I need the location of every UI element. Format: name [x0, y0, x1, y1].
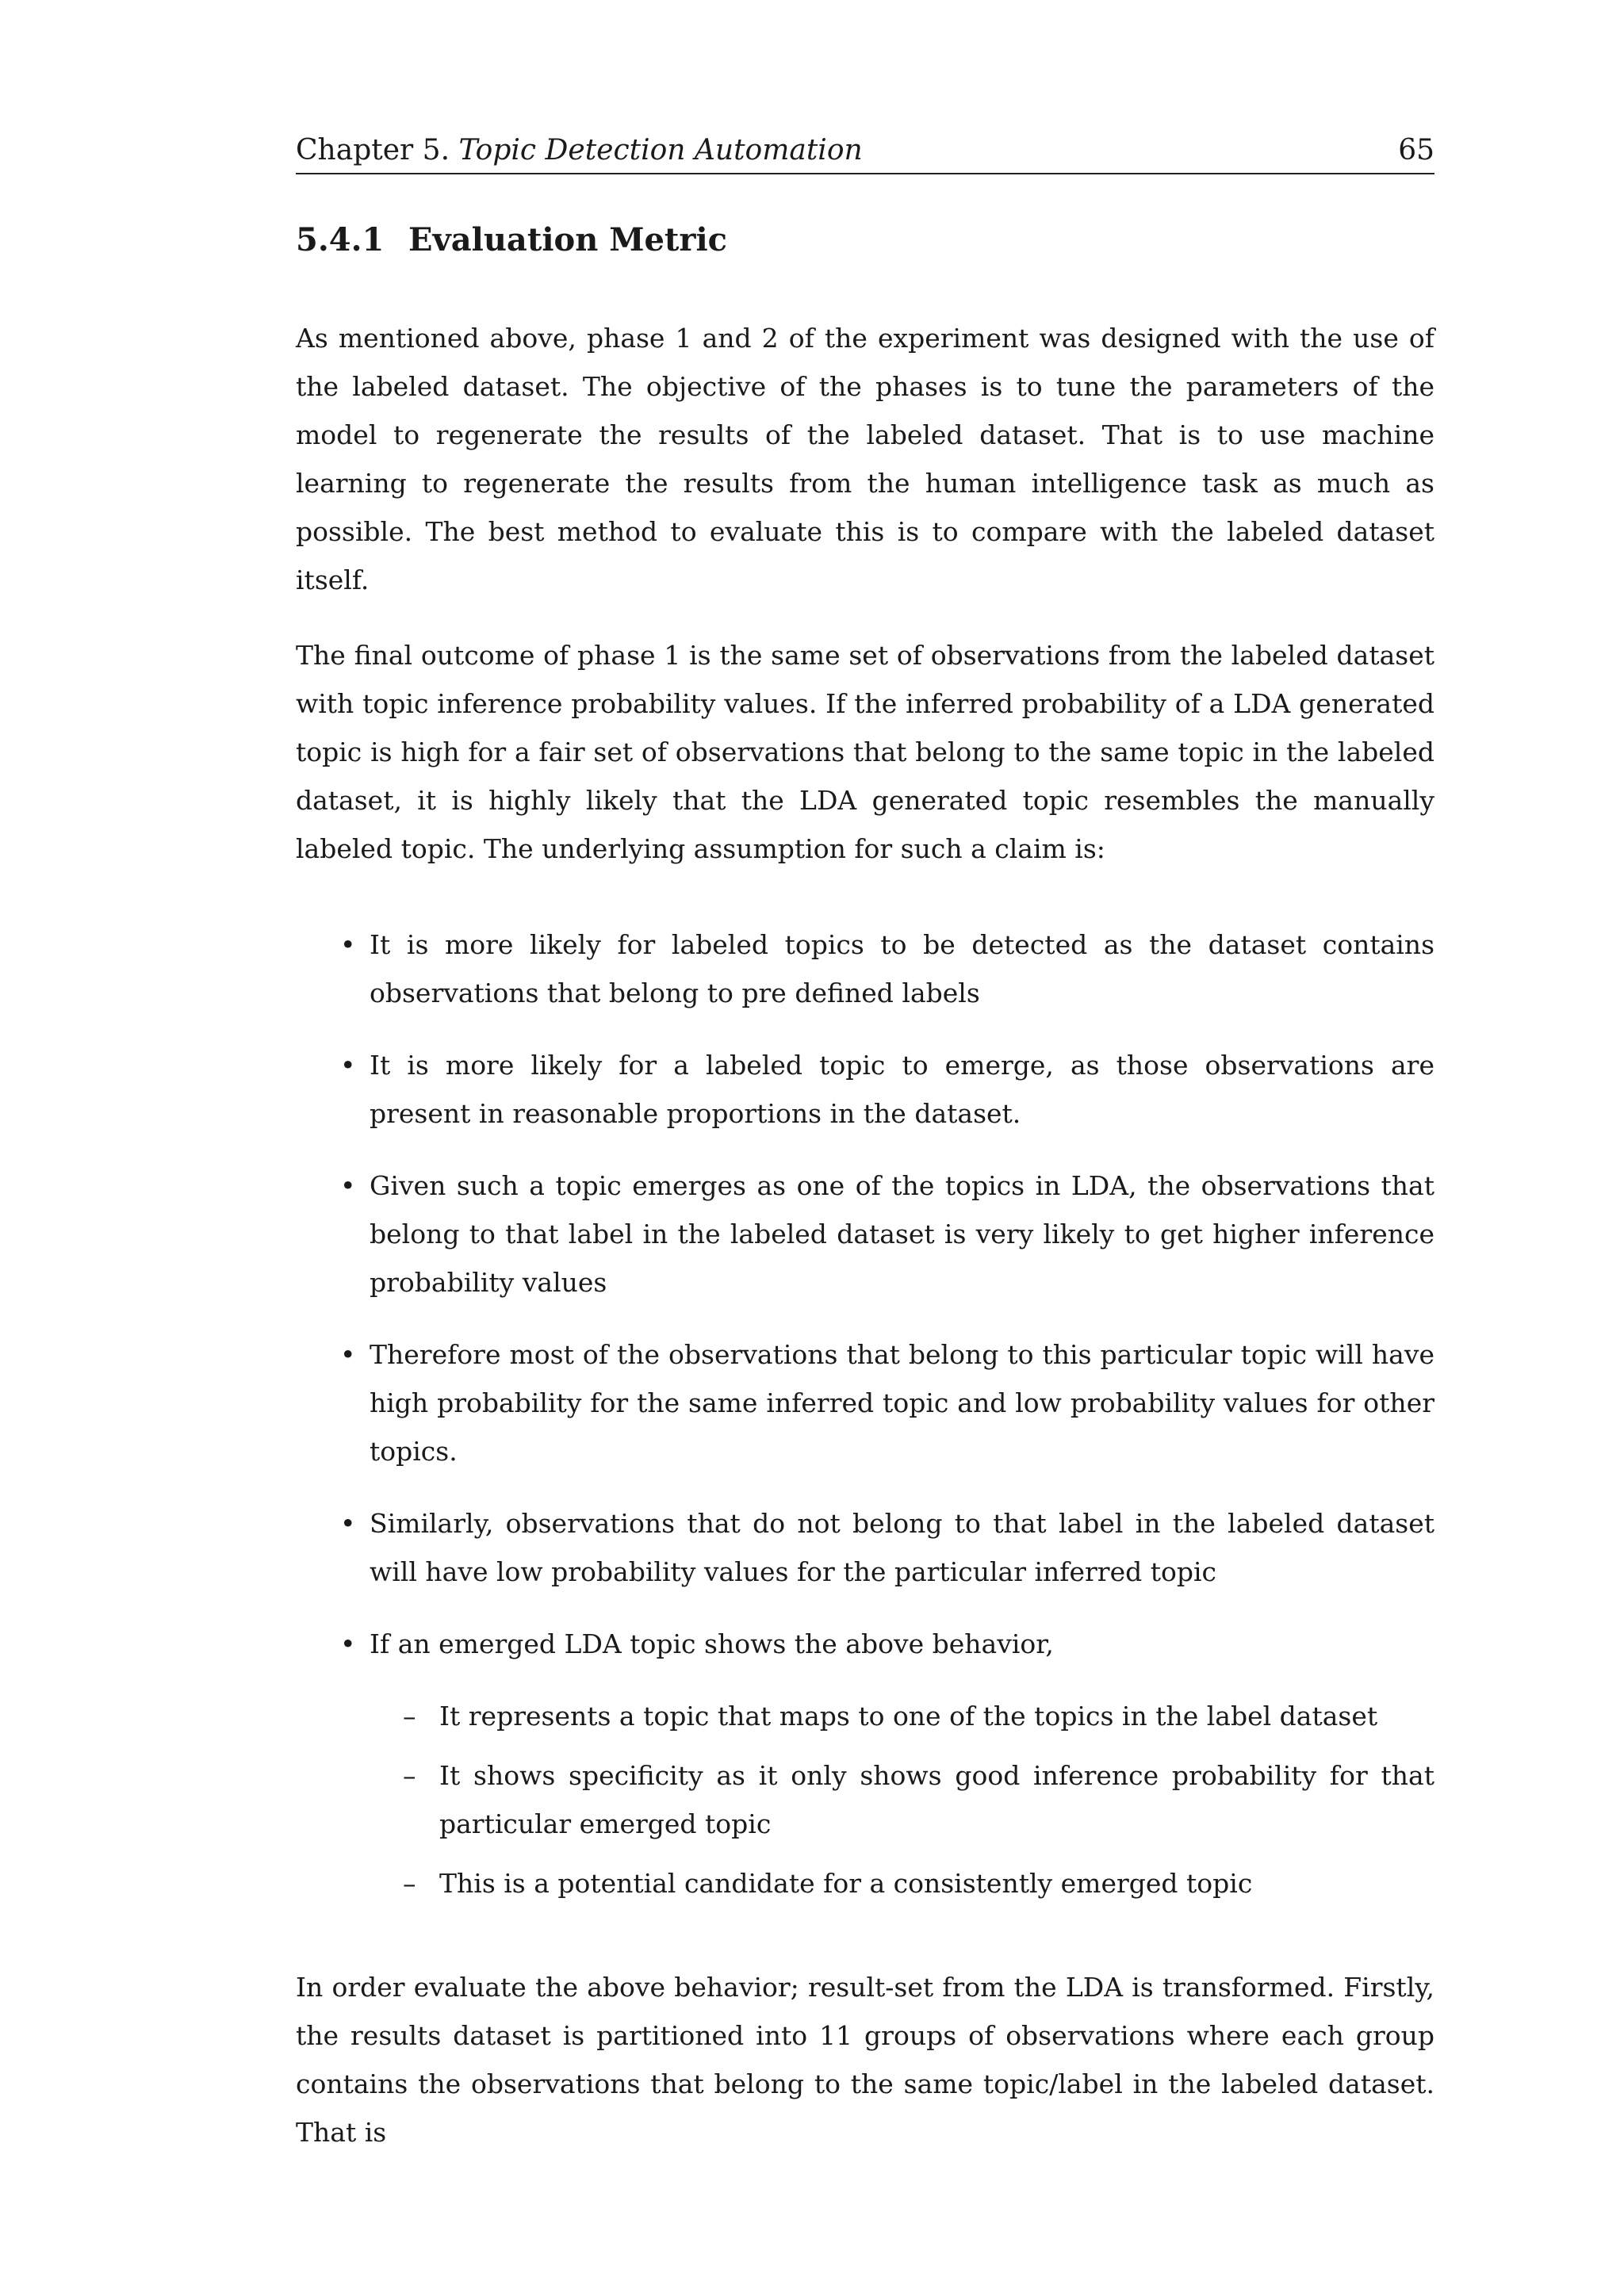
bullet-icon: • — [340, 1339, 356, 1370]
paragraph-1: As mentioned above, phase 1 and 2 of the experiment was designed with the use of the labeled dataset. The objective of the phases is to tune the parameters of the model to regenerate the results of the labeled dataset. That is to use machine learning to regenerate the results from the human intelligence task as much as possible. The best method to evaluate this is to compare with the labeled dataset itself. — [296, 323, 1434, 595]
list-item — [296, 1330, 1434, 1475]
sublist-item-text: It represents a topic that maps to one of the topics in the label dataset — [439, 1701, 1378, 1732]
list-item-text: It is more likely for a labeled topic to emerge, as those observations are present in reasonable proportions in the dataset. — [370, 1050, 1434, 1129]
sublist-item — [370, 1692, 1434, 1740]
section-heading — [296, 220, 727, 260]
section-number: 5.4.1 — [296, 221, 385, 258]
list-item — [296, 1620, 1434, 1908]
dash-icon: – — [403, 1868, 416, 1899]
sublist-item-text: This is a potential candidate for a consistently emerged topic — [439, 1868, 1253, 1899]
dash-icon: – — [403, 1760, 416, 1791]
list-item — [296, 1041, 1434, 1138]
dash-icon: – — [403, 1701, 416, 1732]
list-item — [296, 920, 1434, 1017]
list-item — [296, 1499, 1434, 1596]
paragraph-2: The final outcome of phase 1 is the same set of observations from the labeled dataset with topic inference probability values. If the inferred probability of a LDA generated topic is high for a fair set of observations that belong to the same topic in the labeled dataset, it is highly likely that the LDA generated topic resembles the manually labeled topic. The underlying assumption for such a claim is: — [296, 640, 1434, 864]
sublist-item — [370, 1859, 1434, 1908]
list-item — [296, 1161, 1434, 1307]
body-text — [296, 314, 1434, 2183]
sublist-item — [370, 1751, 1434, 1848]
closing-paragraph: In order evaluate the above behavior; result-set from the LDA is transformed. Firstly, the results dataset is partitioned into 11 groups of observations where each group contains the observations that belong to the same topic/label in the labeled dataset. That is — [296, 1972, 1434, 2148]
bullet-icon: • — [340, 1050, 356, 1081]
assumption-list — [296, 920, 1434, 1908]
sublist-item-text: It shows specificity as it only shows good inference probability for that particular emerged topic — [439, 1760, 1434, 1839]
page-number: 65 — [1398, 134, 1434, 166]
list-item-text: It is more likely for labeled topics to be detected as the dataset contains observations that belong to pre defined labels — [370, 929, 1434, 1008]
section-title: Evaluation Metric — [408, 221, 728, 258]
chapter-label: Chapter 5. — [296, 134, 450, 166]
behavior-sublist — [370, 1692, 1434, 1908]
running-header — [296, 133, 1434, 174]
bullet-icon: • — [340, 1508, 356, 1539]
bullet-icon: • — [340, 1628, 356, 1659]
list-item-text: Similarly, observations that do not belong to that label in the labeled dataset will have low probability values for the particular inferred topic — [370, 1508, 1434, 1587]
list-item-text: If an emerged LDA topic shows the above behavior, — [370, 1628, 1054, 1659]
bullet-icon: • — [340, 1170, 356, 1201]
bullet-icon: • — [340, 929, 356, 960]
chapter-header — [296, 133, 863, 168]
chapter-title: Topic Detection Automation — [458, 134, 863, 166]
list-item-text: Given such a topic emerges as one of the topics in LDA, the observations that belong to that label in the labeled dataset is very likely to get higher inference probability values — [370, 1170, 1434, 1298]
list-item-text: Therefore most of the observations that belong to this particular topic will have high probability for the same inferred topic and low probability values for other topics. — [370, 1339, 1434, 1467]
